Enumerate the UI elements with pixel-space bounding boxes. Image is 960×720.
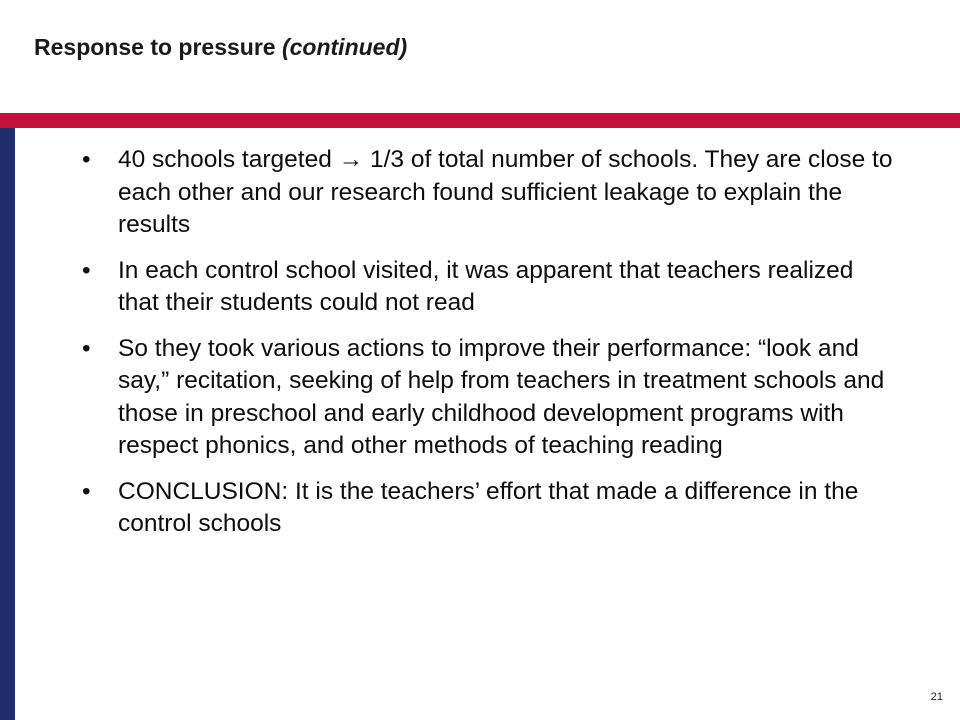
slide-title-main: Response to pressure [34,34,282,60]
bullet-item [80,333,900,463]
bullet-text: CONCLUSION: It is the teachers’ effort that made a difference in the control schools [118,477,859,537]
bullet-item [80,255,900,320]
slide-title-emphasis: (continued) [281,34,408,60]
bullet-list [80,144,900,554]
bullet-text: So they took various actions to improve their performance: “look and say,” recitation, seeking of help from teachers in treatment schools and those in preschool and early childhood development programs with respect phonics, and other methods of teaching reading [118,334,885,459]
bullet-marker: • [82,477,91,505]
bullet-text: In each control school visited, it was apparent that teachers realized that their students could not read [118,256,854,316]
page-number: 21 [930,691,943,703]
bullet-text: 40 schools targeted → 1/3 of total number of schools. They are close to each other and our research found sufficient leakage to explain the results [118,146,893,238]
bullet-marker: • [82,334,91,362]
bullet-item [80,476,900,541]
slide-title [34,34,407,61]
header-divider-bar [0,113,960,128]
bullet-item [80,144,900,242]
bullet-marker: • [82,146,91,173]
side-accent-bar [0,128,15,720]
bullet-marker: • [82,256,91,284]
